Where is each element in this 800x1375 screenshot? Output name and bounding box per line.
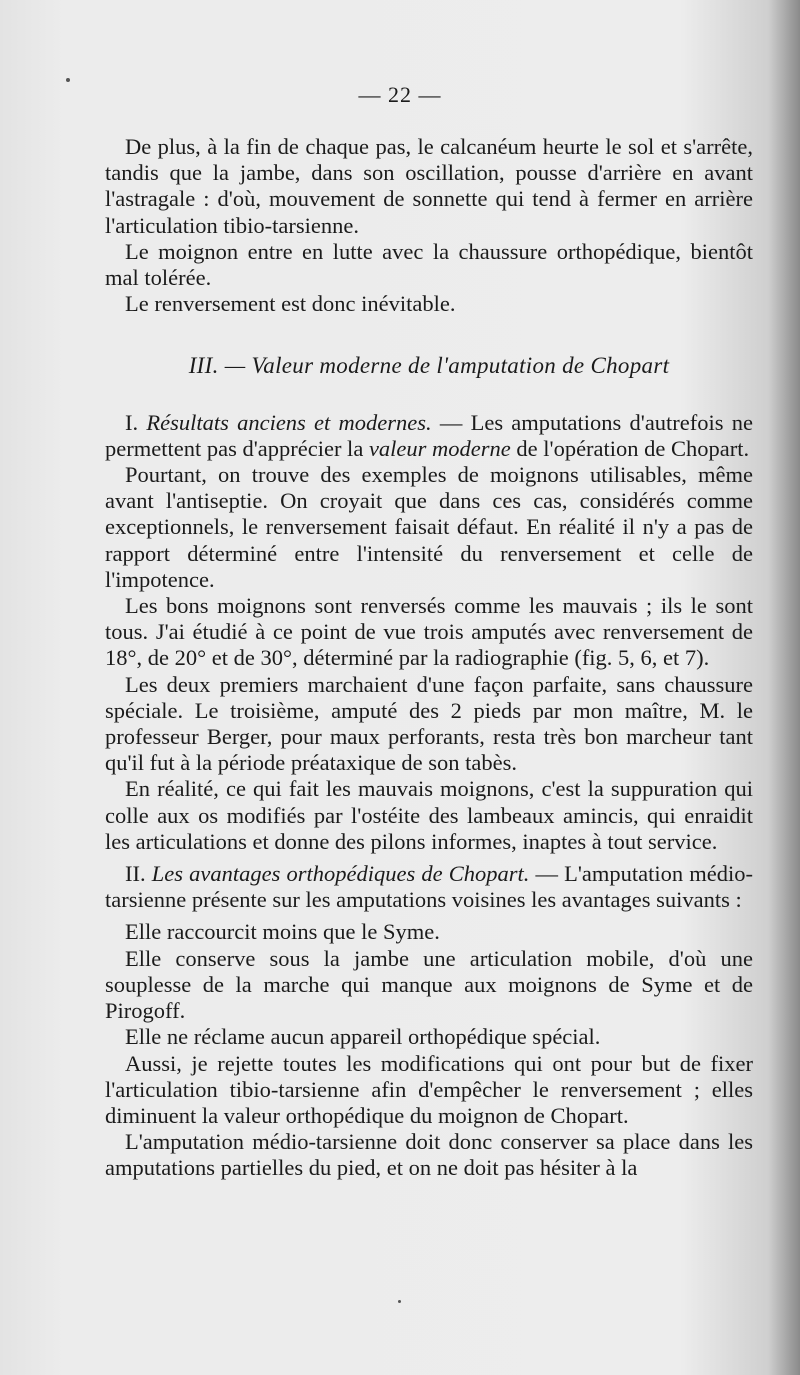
ink-speck <box>66 78 70 82</box>
paragraph: Elle conserve sous la jambe une articulation mobile, d'où une souplesse de la marche qui manque aux moignons de Syme et de Pirogoff. <box>105 945 753 1024</box>
paragraph: Le moignon entre en lutte avec la chaussure orthopédique, bientôt mal tolérée. <box>105 238 753 291</box>
ink-speck <box>398 1300 401 1303</box>
text-run: — Les amputations d'autrefois ne permettent pas d'apprécier la <box>105 409 753 461</box>
section-heading: III. — Valeur moderne de l'amputation de Chopart <box>188 353 670 379</box>
paragraph: Pourtant, on trouve des exemples de moignons utilisables, même avant l'antiseptie. On croyait que dans ces cas, considérés comme exceptionnels, le renversement faisait défaut. En réalité il n'y a pas de rapport déterminé entre l'intensité du renversement et celle de l'impotence. <box>105 462 753 592</box>
paragraph: Les bons moignons sont renversés comme les mauvais ; ils le sont tous. J'ai étudié à ce point de vue trois amputés avec renversement de 18°, de 20° et de 30°, déterminé par la radiographie (fig. 5, 6, et 7). <box>105 593 753 671</box>
paragraph-results <box>105 410 753 462</box>
text-run: de l'opération de Chopart. <box>510 435 750 461</box>
paragraph: Elle ne réclame aucun appareil orthopédique spécial. <box>125 1024 601 1050</box>
paragraph: Aussi, je rejette toutes les modifications qui ont pour but de fixer l'articulation tibio-tarsienne afin d'empêcher le renversement ; elles diminuent la valeur orthopédique du moignon de Chopart. <box>105 1050 753 1128</box>
section-number: II. <box>125 861 152 887</box>
page-number: — 22 — <box>358 82 442 107</box>
paragraph: Le renversement est donc inévitable. <box>125 291 456 317</box>
body-text <box>105 134 753 1182</box>
paragraph: Les deux premiers marchaient d'une façon parfaite, sans chaussure spéciale. Le troisième, amputé des 2 pieds par mon maître, M. le professeur Berger, pour maux perforants, resta très bon marcheur tant qu'il fut à la période préataxique de son tabès. <box>105 671 753 776</box>
section-number: I. <box>125 409 147 435</box>
italic-term: valeur moderne <box>368 435 511 461</box>
paragraph-advantages <box>105 861 753 913</box>
subsection-title: Les avantages orthopédiques de Chopart. <box>151 861 530 887</box>
text-run: — L'amputation médio-tarsienne présente sur les amputations voisines les avantages suivants : <box>105 861 753 913</box>
paragraph: L'amputation médio-tarsienne doit donc conserver sa place dans les amputations partielles du pied, et on ne doit pas hésiter à la <box>105 1129 753 1181</box>
subsection-title: Résultats anciens et modernes. <box>146 409 432 435</box>
paragraph: Elle raccourcit moins que le Syme. <box>125 919 440 945</box>
paragraph: En réalité, ce qui fait les mauvais moignons, c'est la suppuration qui colle aux os modifiés par l'ostéite des lambeaux amincis, qui enraidit les articulations et donne des pilons informes, inaptes à tout service. <box>105 776 753 854</box>
paragraph: De plus, à la fin de chaque pas, le calcanéum heurte le sol et s'arrête, tandis que la jambe, dans son oscillation, pousse d'arrière en avant l'astragale : d'où, mouvement de sonnette qui tend à fermer en arrière l'articulation tibio-tarsienne. <box>105 134 753 238</box>
